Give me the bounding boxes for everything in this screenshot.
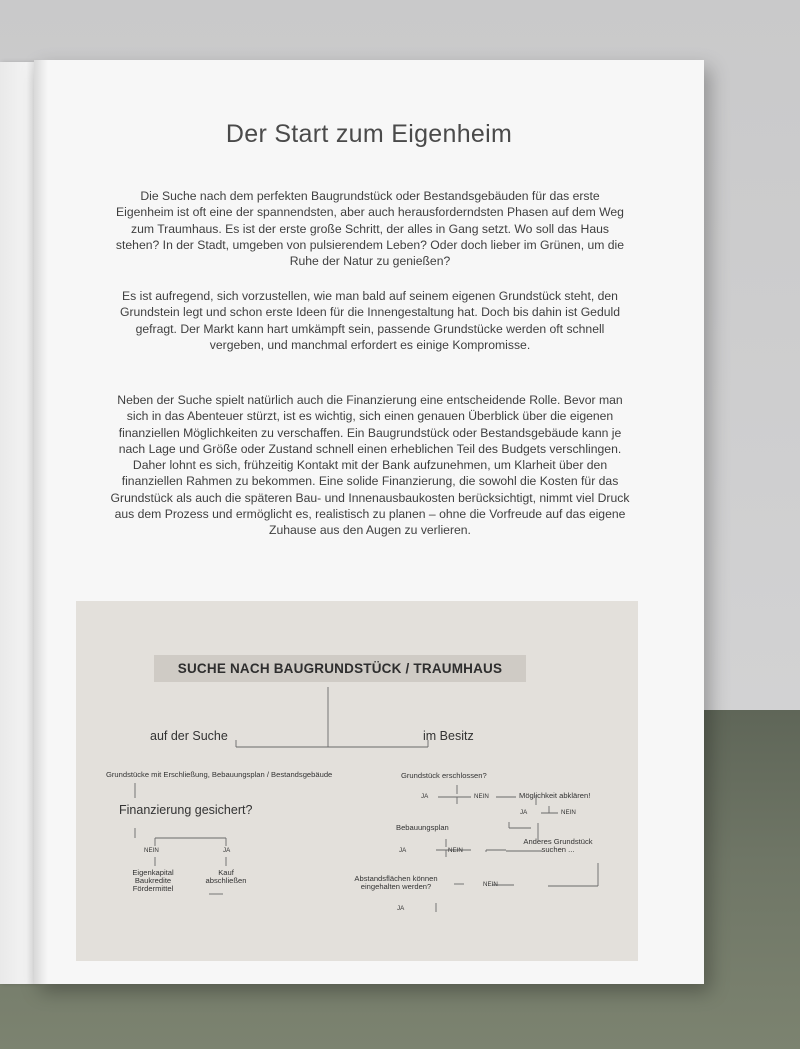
q3-no-label: NEIN	[483, 881, 498, 888]
left-no-label: NEIN	[144, 847, 159, 854]
left-page-edge	[0, 62, 38, 984]
branch-right-label: im Besitz	[423, 729, 474, 743]
other-plot-line-1: Anderes Grundstück	[523, 837, 593, 846]
branch-left-label: auf der Suche	[150, 729, 228, 743]
flowchart-heading: SUCHE NACH BAUGRUNDSTÜCK / TRAUMHAUS	[154, 655, 526, 682]
left-yes-label: JA	[223, 847, 231, 854]
clarify-label: Möglichkeit abklären!	[519, 791, 591, 800]
no-result-baukredite: Baukredite	[134, 876, 172, 885]
left-step-2: Finanzierung gesichert?	[119, 803, 253, 817]
q3-line-1: Abstandsflächen können	[354, 874, 438, 883]
clarify-yes-label: JA	[520, 809, 528, 816]
right-question-1: Grundstück erschlossen?	[401, 771, 487, 780]
left-step-1: Grundstücke mit Erschließung, Bebauungsplan / Bestandsgebäude	[106, 770, 333, 779]
document-page	[34, 60, 704, 984]
right-question-3	[338, 875, 454, 891]
q2-no-label: NEIN	[448, 847, 463, 854]
q1-no-label: NEIN	[474, 793, 489, 800]
page-title: Der Start zum Eigenheim	[225, 120, 513, 148]
q1-yes-label: JA	[421, 793, 429, 800]
paragraph-1: Die Suche nach dem perfekten Baugrundstück oder Bestandsgebäuden für das erste Eigenheim ist oft eine der spannendsten, aber auch herausforderndsten Phasen auf dem Weg zum Traumhaus. Es ist der erste große Schritt, der alles in Gang setzt. Wo soll das Haus stehen? In der Stadt, umgeben von pulsierendem Leben? Oder doch lieber im Grünen, um die Ruhe der Natur zu genießen?	[115, 189, 625, 269]
q3-line-2: eingehalten werden?	[360, 882, 432, 891]
left-no-results	[120, 869, 186, 893]
q3-yes-label: JA	[397, 905, 405, 912]
paragraph-2: Es ist aufregend, sich vorzustellen, wie man bald auf seinem eigenen Grundstück steht, den Grundstein legt und schon erste Ideen für die Innengestaltung hat. Doch bis dahin ist Geduld gefragt. Der Markt kann hart umkämpft sein, passende Grundstücke werden oft schnell vergeben, und manchmal erfordert es einige Kompromisse.	[119, 289, 620, 352]
other-plot-box	[516, 838, 600, 854]
clarify-no-label: NEIN	[561, 809, 576, 816]
no-result-eigenkapital: Eigenkapital	[132, 868, 174, 877]
yes-result-kauf: Kauf	[218, 868, 234, 877]
q2-yes-label: JA	[399, 847, 407, 854]
yes-result-abschliessen: abschließen	[205, 876, 247, 885]
left-yes-results	[196, 869, 256, 885]
flowchart	[76, 601, 638, 961]
no-result-foerdermittel: Fördermittel	[132, 884, 174, 893]
other-plot-line-2: suchen ...	[541, 845, 575, 854]
right-question-2: Bebauungsplan	[396, 823, 449, 832]
paragraph-3: Neben der Suche spielt natürlich auch die Finanzierung eine entscheidende Rolle. Bevor man sich in das Abenteuer stürzt, ist es wichtig, sich einen genauen Überblick über die eigenen finanziellen Möglichkeiten zu verschaffen. Ein Baugrundstück oder Bestandsgebäude kann je nach Lage und Größe oder Zustand schnell einen erheblichen Teil des Budgets verschlingen. Daher lohnt es sich, frühzeitig Kontakt mit der Bank aufzunehmen, um Klarheit über den finanziellen Rahmen zu bekommen. Eine solide Finanzierung, die sowohl die Kosten für das Grundstück als auch die späteren Bau- und Innenausbaukosten berücksichtigt, nimmt viel Druck aus dem Prozess und ermöglicht es, realistisch zu planen – ohne die Vorfreude auf das eigene Zuhause aus den Augen zu verlieren.	[110, 393, 630, 538]
